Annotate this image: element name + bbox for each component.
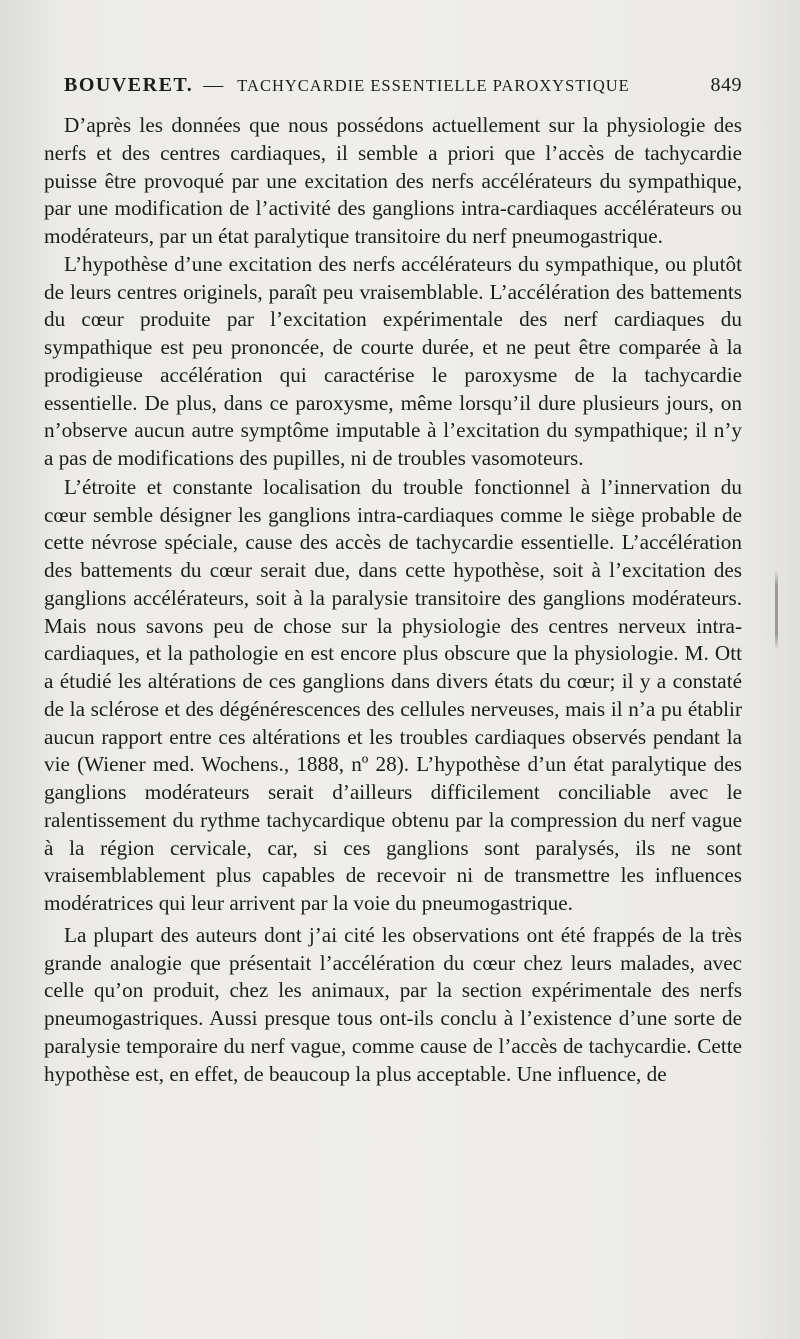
running-header bbox=[64, 74, 742, 100]
page-number: 849 bbox=[710, 74, 742, 96]
paragraph: L’hypothèse d’une excitation des nerfs accélérateurs du sympathique, ou plutôt de leurs centres originels, paraît peu vraisemblable. L’accélération des battements du cœur produite par l’excitation expérimentale des nerf cardiaques du sympathique est peu prononcée, de courte durée, et ne peut être comparée à la prodigieuse accélération qui caractérise le paroxysme de la tachycardie essentielle. De plus, dans ce paroxysme, même lorsqu’il dure plusieurs jours, on n’observe aucun autre symptôme imputable à l’excitation du sympathique; il n’y a pas de modifications des pupilles, ni de troubles vasomoteurs. bbox=[44, 251, 742, 470]
header-title: TACHYCARDIE ESSENTIELLE PAROXYSTIQUE bbox=[237, 76, 630, 95]
header-author: BOUVERET. bbox=[64, 74, 194, 96]
margin-mark bbox=[775, 570, 778, 650]
body-text bbox=[44, 112, 742, 1088]
header-separator: — bbox=[203, 74, 224, 96]
paragraph: La plupart des auteurs dont j’ai cité les observations ont été frappés de la très grande analogie que présentait l’accélération du cœur chez leurs malades, avec celle qu’on produit, chez les animaux, par la section expérimentale des nerfs pneumogastriques. Aussi presque tous ont-ils conclu à l’existence d’une sorte de paralysie temporaire du nerf vague, comme cause de l’accès de tachycardie. Cette hypothèse est, en effet, de beaucoup la plus acceptable. Une influence, de bbox=[44, 922, 742, 1086]
paragraph: L’étroite et constante localisation du trouble fonctionnel à l’innervation du cœur semble désigner les ganglions intra-cardiaques comme le siège probable de cette névrose spéciale, cause des accès de tachycardie essentielle. L’accélération des battements du cœur serait due, dans cette hypothèse, soit à l’excitation des ganglions accélérateurs, soit à la paralysie transitoire des ganglions modérateurs. Mais nous savons peu de chose sur la physiologie des centres nerveux intra-cardiaques, et la pathologie en est encore plus obscure que la physiologie. M. Ott a étudié les altérations de ces ganglions dans divers états du cœur; il y a constaté de la sclérose et des dégénérescences des cellules nerveuses, mais il n’a pu établir aucun rapport entre ces altérations et les troubles cardiaques observés pendant la vie (Wiener med. Wochens., 1888, nº 28). L’hypothèse d’un état paralytique des ganglions modérateurs serait d’ailleurs difficilement conciliable avec le ralentissement du rythme tachycardique obtenu par la compression du nerf vague à la région cervicale, car, si ces ganglions sont paralysés, ils ne sont vraisemblablement plus capables de recevoir ni de transmettre les influences modératrices qui leur arrivent par la voie du pneumogastrique. bbox=[44, 474, 742, 915]
paragraph: D’après les données que nous possédons actuellement sur la physiologie des nerfs et des centres cardiaques, il semble a priori que l’accès de tachycardie puisse être provoqué par une excitation des nerfs accélérateurs du sympathique, par une modification de l’activité des ganglions intra-cardiaques accélérateurs ou modérateurs, par un état paralytique transitoire du nerf pneumogastrique. bbox=[44, 113, 742, 248]
